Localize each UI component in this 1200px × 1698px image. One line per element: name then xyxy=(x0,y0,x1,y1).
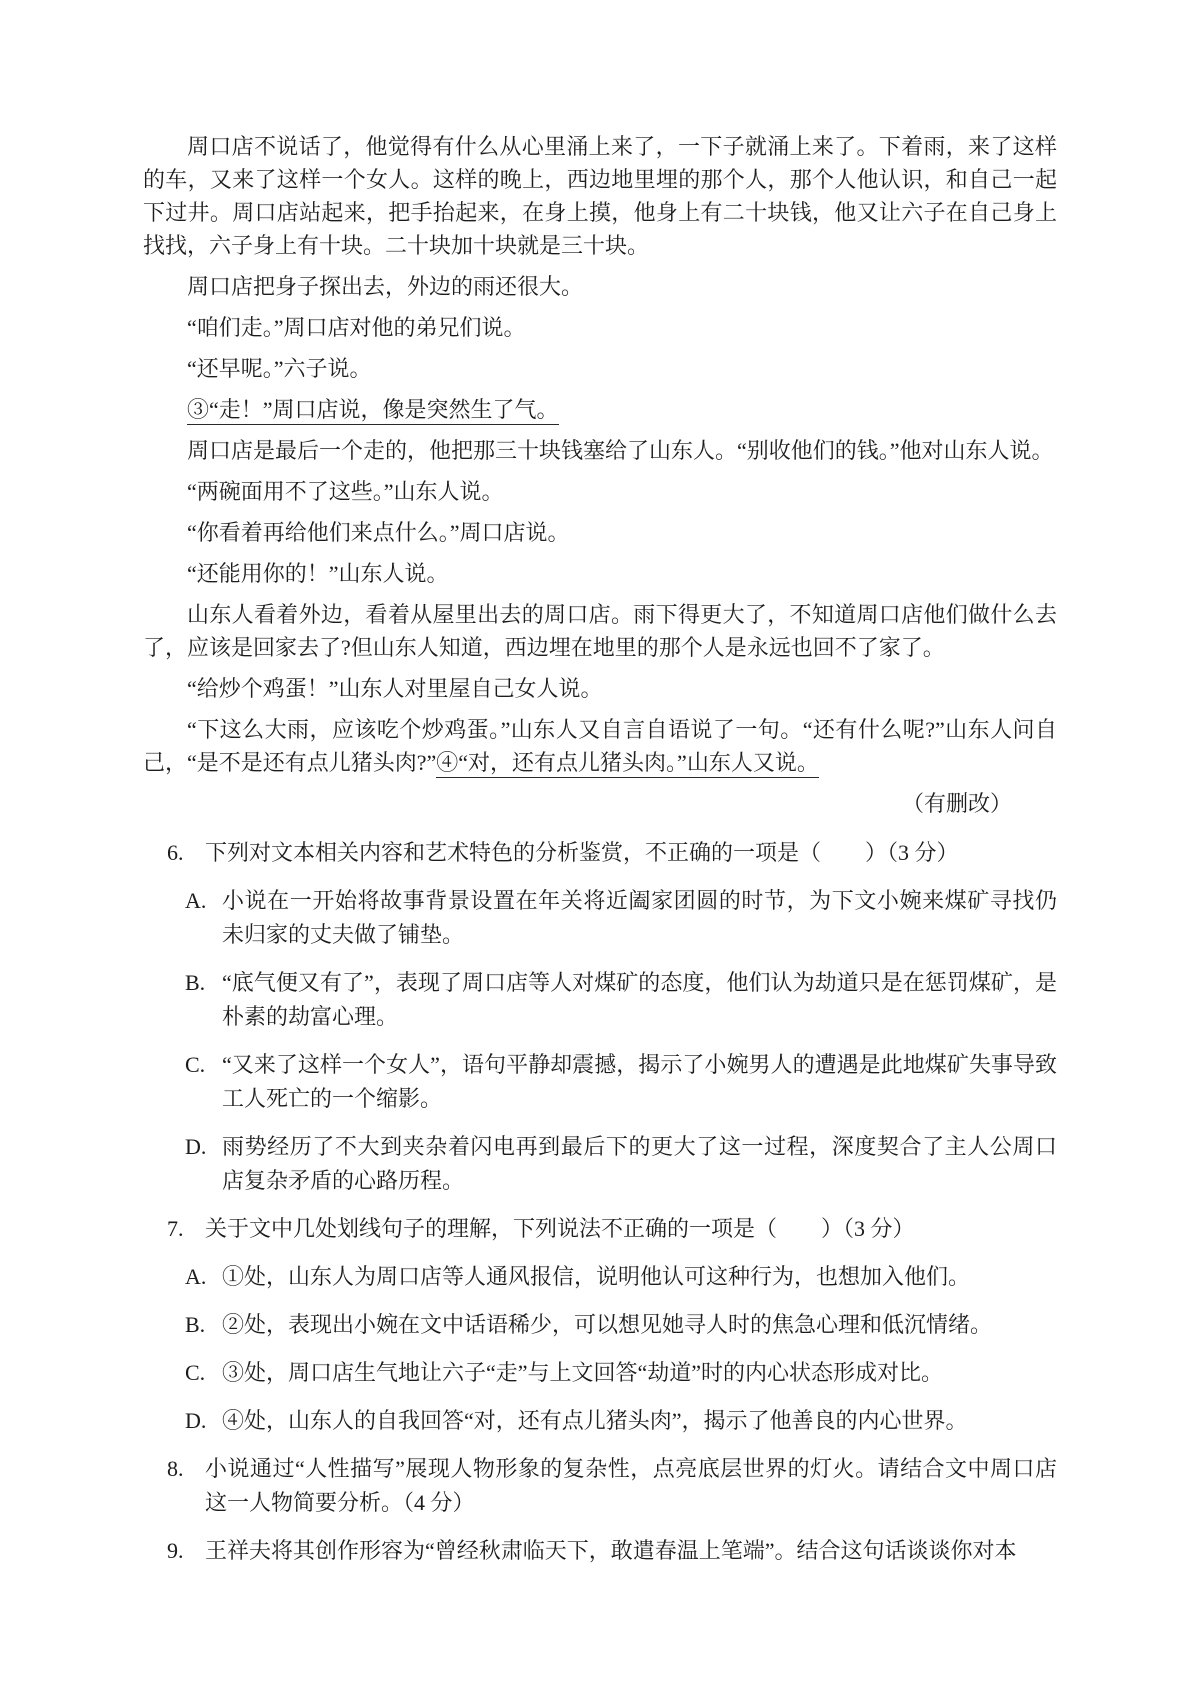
question-text: 关于文中几处划线句子的理解，下列说法不正确的一项是（ ）（3 分） xyxy=(205,1216,915,1241)
question-9-stem xyxy=(167,1534,1057,1568)
passage-paragraph-9: “还能用你的！”山东人说。 xyxy=(187,561,449,586)
option-label: D. xyxy=(185,1134,207,1159)
option-label: A. xyxy=(185,1264,207,1289)
question-7-options xyxy=(185,1260,1057,1438)
option-text: ②处，表现出小婉在文中话语稀少，可以想见她寻人时的焦急心理和低沉情绪。 xyxy=(222,1312,993,1337)
option-text: “又来了这样一个女人”，语句平静却震撼，揭示了小婉男人的遭遇是此地煤矿失事导致工人死亡的一个缩影。 xyxy=(222,1052,1057,1111)
questions-section xyxy=(143,836,1057,1568)
paragraph-text: “下这么大雨，应该吃个炒鸡蛋。”山东人又自言自语说了一句。“还有什么呢?”山东人问自己，“是不是还有点儿猪头肉?” xyxy=(143,717,1057,775)
question-6-option-c xyxy=(185,1048,1057,1116)
question-8 xyxy=(143,1452,1057,1520)
question-7-option-b xyxy=(185,1308,1057,1342)
question-7-option-c xyxy=(185,1356,1057,1390)
option-text: 小说在一开始将故事背景设置在年关将近阖家团圆的时节，为下文小婉来煤矿寻找仍未归家的丈夫做了铺垫。 xyxy=(222,888,1057,947)
question-number: 7. xyxy=(167,1216,184,1241)
question-6-option-a xyxy=(185,884,1057,952)
question-9 xyxy=(143,1534,1057,1568)
question-6-option-d xyxy=(185,1130,1057,1198)
reading-passage xyxy=(143,130,1057,820)
option-text: ①处，山东人为周口店等人通风报信，说明他认可这种行为，也想加入他们。 xyxy=(222,1264,971,1289)
question-8-stem xyxy=(167,1452,1057,1520)
option-label: C. xyxy=(185,1052,206,1077)
question-number: 8. xyxy=(167,1456,184,1481)
question-text: 下列对文本相关内容和艺术特色的分析鉴赏，不正确的一项是（ ）（3 分） xyxy=(205,840,959,865)
passage-paragraph-12 xyxy=(143,713,1057,779)
option-text: ③处，周口店生气地让六子“走”与上文回答“劫道”时的内心状态形成对比。 xyxy=(222,1360,944,1385)
question-7-stem xyxy=(167,1212,1057,1246)
passage-paragraph-1: 周口店不说话了，他觉得有什么从心里涌上来了，一下子就涌上来了。下着雨，来了这样的车，又来了这样一个女人。这样的晚上，西边地里埋的那个人，那个人他认识，和自己一起下过井。周口店站起来，把手抬起来，在身上摸，他身上有二十块钱，他又让六子在自己身上找找，六子身上有十块。二十块加十块就是三十块。 xyxy=(143,134,1057,258)
option-text: ④处，山东人的自我回答“对，还有点儿猪头肉”，揭示了他善良的内心世界。 xyxy=(222,1408,968,1433)
passage-paragraph-10: 山东人看着外边，看着从屋里出去的周口店。雨下得更大了，不知道周口店他们做什么去了，应该是回家去了?但山东人知道，西边埋在地里的那个人是永远也回不了家了。 xyxy=(143,602,1057,660)
option-label: B. xyxy=(185,1312,206,1337)
passage-paragraph-4: “还早呢。”六子说。 xyxy=(187,356,372,381)
passage-paragraph-2: 周口店把身子探出去，外边的雨还很大。 xyxy=(187,274,584,299)
passage-paragraph-11: “给炒个鸡蛋！”山东人对里屋自己女人说。 xyxy=(187,676,603,701)
underlined-sentence-4: ④“对，还有点儿猪头肉。”山东人又说。 xyxy=(436,750,819,778)
option-text: “底气便又有了”，表现了周口店等人对煤矿的态度，他们认为劫道只是在惩罚煤矿，是朴素的劫富心理。 xyxy=(222,970,1057,1029)
question-7 xyxy=(143,1212,1057,1438)
option-label: C. xyxy=(185,1360,206,1385)
option-label: D. xyxy=(185,1408,207,1433)
question-7-option-d xyxy=(185,1404,1057,1438)
passage-paragraph-3: “咱们走。”周口店对他的弟兄们说。 xyxy=(187,315,526,340)
option-label: A. xyxy=(185,888,207,913)
question-7-option-a xyxy=(185,1260,1057,1294)
passage-paragraph-6: 周口店是最后一个走的，他把那三十块钱塞给了山东人。“别收他们的钱。”他对山东人说。 xyxy=(187,438,1054,463)
question-number: 6. xyxy=(167,840,184,865)
passage-paragraph-5 xyxy=(143,393,1057,426)
deletion-note: （有删改） xyxy=(901,791,1012,816)
question-6-option-b xyxy=(185,966,1057,1034)
question-6-options xyxy=(185,884,1057,1198)
option-label: B. xyxy=(185,970,206,995)
question-text: 王祥夫将其创作形容为“曾经秋肃临天下，敢遣春温上笔端”。结合这句话谈谈你对本 xyxy=(205,1538,1017,1563)
question-number: 9. xyxy=(167,1538,184,1563)
question-6-stem xyxy=(167,836,1057,870)
passage-paragraph-7: “两碗面用不了这些。”山东人说。 xyxy=(187,479,504,504)
option-text: 雨势经历了不大到夹杂着闪电再到最后下的更大了这一过程，深度契合了主人公周口店复杂矛盾的心路历程。 xyxy=(222,1134,1057,1193)
underlined-sentence-3: ③“走！”周口店说，像是突然生了气。 xyxy=(187,397,559,425)
question-6 xyxy=(143,836,1057,1198)
question-text: 小说通过“人性描写”展现人物形象的复杂性，点亮底层世界的灯火。请结合文中周口店这一人物简要分析。（4 分） xyxy=(205,1456,1057,1515)
passage-paragraph-8: “你看着再给他们来点什么。”周口店说。 xyxy=(187,520,570,545)
